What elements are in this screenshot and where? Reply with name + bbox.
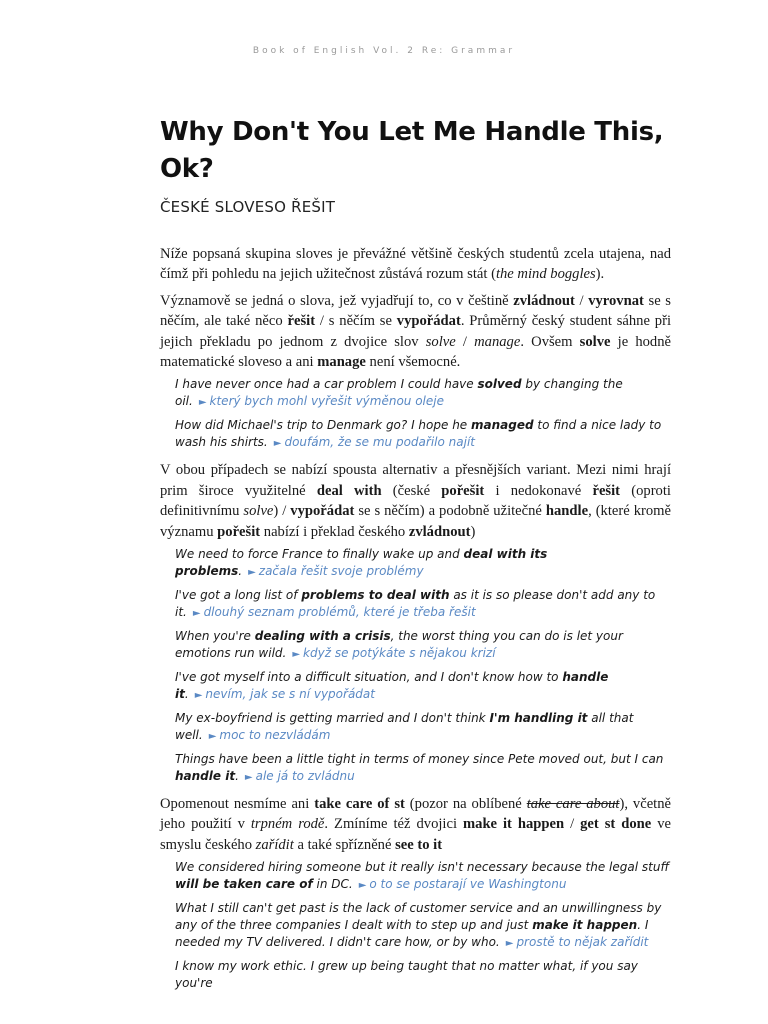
example-sentence: How did Michael's trip to Denmark go? I hope he managed to find a nice lady to wash his shirts. ► doufám, že se mu podařilo najít	[175, 418, 662, 450]
translation: ale já to zvládnu	[255, 769, 355, 784]
example-sentence: I have never once had a car problem I could have solved by changing the oil. ► který bych mohl vyřešit výměnou oleje	[175, 377, 623, 409]
translation: o to se postarají ve Washingtonu	[369, 877, 567, 892]
paragraph-take-care: Opomenout nesmíme ani take care of st (pozor na oblíbené take care about), včetně jeho použití v trpném rodě. Zmíníme též dvojici make it happen / get st done ve smyslu českého zařídit a také spřízněné see to it	[160, 796, 671, 853]
paragraph-meaning: Významově se jedná o slova, jež vyjadřují to, co v češtině zvládnout / vyrovnat se s něčím, ale také něco řešit / s něčím se vypořádat. Průměrný český student sáhne při jejich překladu po jednom z dvojice slov solve / manage. Ovšem solve je hodně matematické sloveso a ani manage není všemocné.	[160, 292, 672, 371]
translation-arrow-icon: ►	[192, 608, 201, 620]
translation: doufám, že se mu podařilo najít	[284, 435, 475, 450]
example-sentence: What I still can't get past is the lack of customer service and an unwillingness by any of the three companies I dealt with to step up and just make it happen. I needed my TV delivered. I didn't care how, or by who. ► prostě to nějak zařídit	[175, 901, 662, 950]
translation: který bych mohl vyřešit výměnou oleje	[209, 394, 444, 409]
example-sentence: My ex-boyfriend is getting married and I don't think I'm handling it all that well. ► moc to nezvládám	[175, 711, 634, 743]
example-sentence: Things have been a little tight in terms of money since Pete moved out, but I can handle it. ► ale já to zvládnu	[175, 752, 664, 784]
translation-arrow-icon: ►	[505, 938, 514, 950]
translation: prostě to nějak zařídit	[516, 935, 649, 950]
example-sentence: I've got a long list of problems to deal with as it is so please don't add any to it. ► dlouhý seznam problémů, které je třeba řešit	[175, 588, 656, 620]
translation-arrow-icon: ►	[208, 731, 217, 743]
translation-arrow-icon: ►	[358, 880, 367, 892]
example-sentence: I know my work ethic. I grew up being taught that no matter what, if you say you're	[175, 959, 638, 991]
translation: dlouhý seznam problémů, které je třeba řešit	[203, 605, 476, 620]
example-sentence: I've got myself into a difficult situation, and I don't know how to handle it. ► nevím, jak se s ní vypořádat	[175, 670, 609, 702]
example-list-take-care	[175, 859, 671, 992]
example-list-deal-handle	[175, 546, 671, 786]
translation: začala řešit svoje problémy	[258, 564, 424, 579]
translation: moc to nezvládám	[219, 728, 331, 743]
page-title: Why Don't You Let Me Handle This, Ok?	[160, 117, 664, 184]
example-sentence: We need to force France to finally wake up and deal with its problems. ► začala řešit svoje problémy	[175, 547, 548, 579]
section-subtitle: ČESKÉ SLOVESO ŘEŠIT	[160, 198, 336, 216]
translation-arrow-icon: ►	[194, 690, 203, 702]
example-list-solve-manage	[175, 376, 671, 452]
translation-arrow-icon: ►	[273, 438, 282, 450]
translation-arrow-icon: ►	[292, 649, 301, 661]
translation: když se potýkáte s nějakou krizí	[303, 646, 496, 661]
example-sentence: We considered hiring someone but it really isn't necessary because the legal stuff will be taken care of in DC. ► o to se postarají ve Washingtonu	[175, 860, 670, 892]
paragraph-alternatives: V obou případech se nabízí spousta alternativ a přesnějších variant. Mezi nimi hrají prim široce využitelné deal with (české pořešit i nedokonavé řešit (oproti definitivnímu solve) / vypořádat se s něčím) a podobně užitečné handle, (které kromě významu pořešit nabízí i překlad českého zvládnout)	[160, 462, 671, 540]
example-sentence: When you're dealing with a crisis, the worst thing you can do is let your emotions run wild. ► když se potýkáte s nějakou krizí	[175, 629, 623, 661]
translation: nevím, jak se s ní vypořádat	[205, 687, 375, 702]
translation-arrow-icon: ►	[244, 772, 253, 784]
running-head: Book of English Vol. 2 Re: Grammar	[252, 46, 516, 56]
translation-arrow-icon: ►	[248, 567, 256, 579]
translation-arrow-icon: ►	[198, 397, 207, 409]
paragraph-intro: Níže popsaná skupina sloves je převážné většině českých studentů zcela utajena, nad čímž při pohledu na jejich užitečnost zůstává rozum stát (the mind boggles).	[160, 246, 671, 283]
